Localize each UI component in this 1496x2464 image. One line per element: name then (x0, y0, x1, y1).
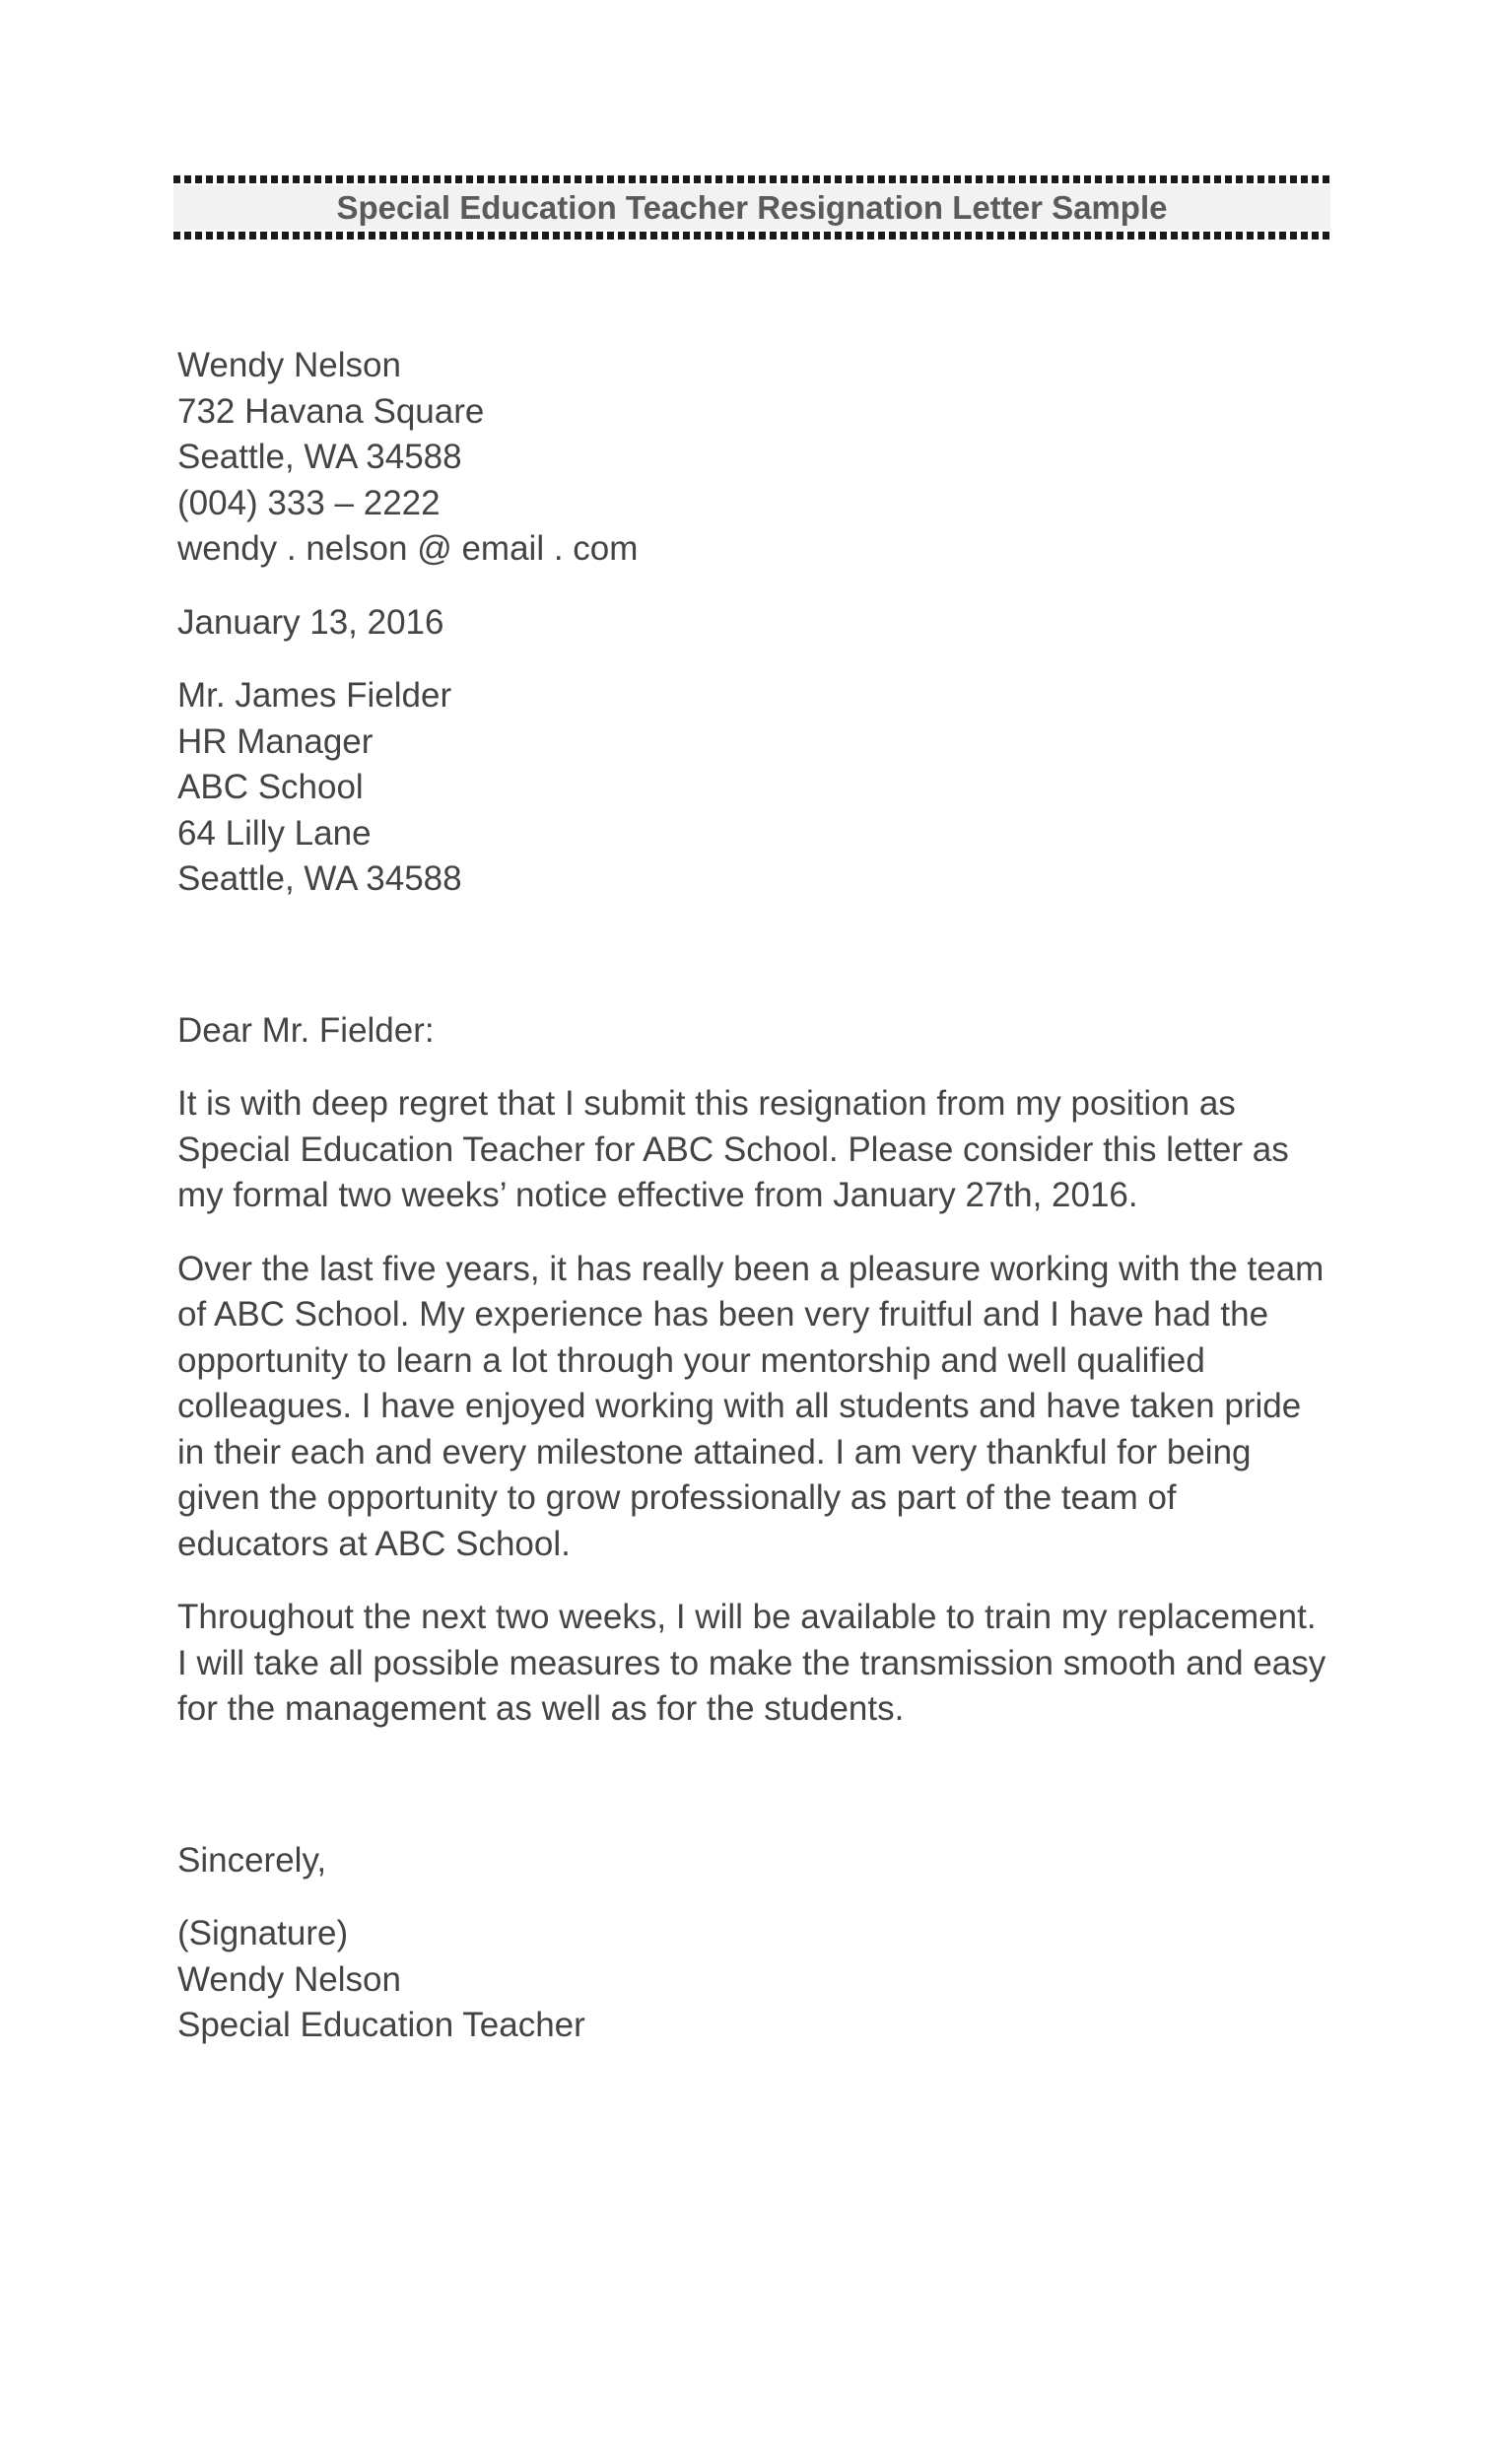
paragraph-line: I will take all possible measures to make the transmission smooth and easy (177, 1643, 1326, 1682)
body-paragraph-2 (177, 1247, 1340, 1568)
date-block (177, 600, 1340, 647)
recipient-city: Seattle, WA 34588 (177, 859, 462, 898)
title-top-dotted-rule (173, 175, 1330, 183)
sender-email: wendy . nelson @ email . com (177, 529, 639, 568)
letter-body (177, 343, 1340, 2049)
body-paragraph-1 (177, 1081, 1340, 1219)
paragraph-line: Throughout the next two weeks, I will be available to train my replacement. (177, 1598, 1317, 1636)
paragraph-line: in their each and every milestone attained. I am very thankful for being (177, 1432, 1252, 1472)
signature-title: Special Education Teacher (177, 2006, 585, 2044)
body-paragraph-3 (177, 1595, 1340, 1733)
paragraph-line: of ABC School. My experience has been very fruitful and I have had the (177, 1295, 1269, 1334)
paragraph-line: Over the last five years, it has really been a pleasure working with the team (177, 1249, 1325, 1288)
sender-name: Wendy Nelson (177, 346, 401, 384)
title-bottom-dotted-rule (173, 232, 1330, 240)
paragraph-line: colleagues. I have enjoyed working with all students and have taken pride (177, 1387, 1302, 1425)
closing-block (177, 1838, 1340, 1884)
paragraph-line: my formal two weeks’ notice effective from January 27th, 2016. (177, 1176, 1138, 1214)
salutation-block (177, 1008, 1340, 1055)
sender-street: 732 Havana Square (177, 391, 485, 431)
recipient-title: HR Manager (177, 721, 374, 761)
recipient-name: Mr. James Fielder (177, 676, 452, 715)
paragraph-line: It is with deep regret that I submit this resignation from my position as (177, 1084, 1236, 1123)
sender-city: Seattle, WA 34588 (177, 438, 462, 476)
paragraph-line: given the opportunity to grow professionally as part of the team of (177, 1478, 1177, 1517)
paragraph-line: Special Education Teacher for ABC School. Please consider this letter as (177, 1129, 1289, 1169)
title-banner (173, 175, 1330, 240)
document-title: Special Education Teacher Resignation Letter Sample (336, 189, 1168, 226)
signature-block (177, 1911, 1340, 2049)
recipient-street: 64 Lilly Lane (177, 813, 372, 853)
paragraph-line: educators at ABC School. (177, 1524, 571, 1563)
signature-placeholder: (Signature) (177, 1914, 349, 1952)
sender-phone: (004) 333 – 2222 (177, 483, 441, 522)
letter-date: January 13, 2016 (177, 602, 444, 642)
signature-name: Wendy Nelson (177, 1959, 401, 1999)
paragraph-line: for the management as well as for the students. (177, 1689, 905, 1728)
closing: Sincerely, (177, 1840, 327, 1880)
paragraph-line: opportunity to learn a lot through your mentorship and well qualified (177, 1340, 1205, 1380)
recipient-company: ABC School (177, 768, 364, 806)
sender-address-block (177, 343, 1340, 573)
recipient-address-block (177, 673, 1340, 903)
salutation: Dear Mr. Fielder: (177, 1010, 435, 1050)
